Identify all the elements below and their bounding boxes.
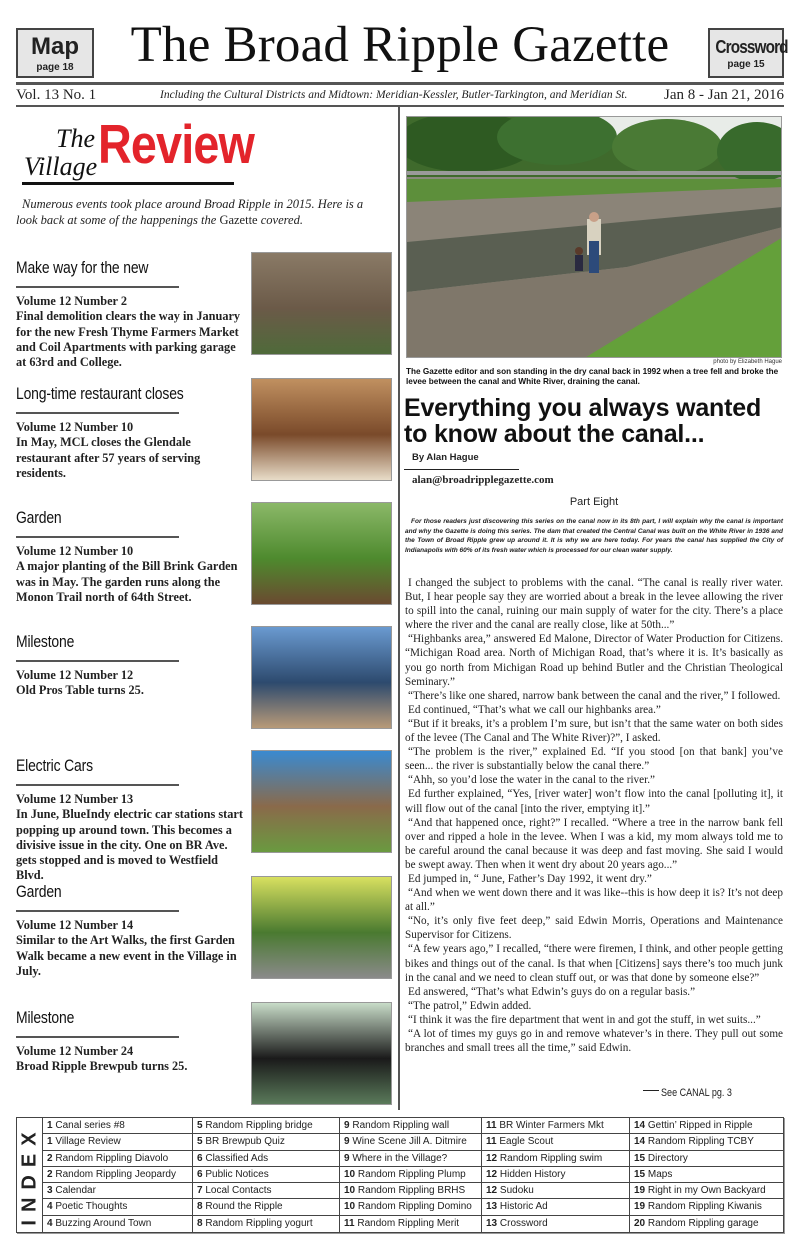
index-page-number: 2 xyxy=(47,1152,53,1164)
index-entry-title: Wine Scene Jill A. Ditmire xyxy=(352,1136,467,1148)
article-paragraph: Ed jumped in, “ June, Father’s Day 1992, it went dry.” xyxy=(408,872,652,885)
index-page-number: 11 xyxy=(486,1136,497,1148)
index-entry[interactable] xyxy=(630,1199,783,1215)
review-item-heading: Garden xyxy=(16,508,62,527)
index-label-text: INDEX xyxy=(18,1124,40,1226)
dry-canal-photo[interactable] xyxy=(406,116,782,358)
index-entry[interactable] xyxy=(193,1216,340,1232)
index-entry-title: Where in the Village? xyxy=(352,1152,448,1164)
review-item-text: Broad Ripple Brewpub turns 25. xyxy=(16,1059,188,1074)
series-part: Part Eight xyxy=(569,496,619,508)
index-page-number: 19 xyxy=(634,1201,646,1213)
index-entry[interactable] xyxy=(482,1134,630,1150)
index-label xyxy=(17,1118,43,1232)
index-entry[interactable] xyxy=(482,1183,630,1199)
index-entry-title: Buzzing Around Town xyxy=(55,1217,152,1229)
index-entry-title: Random Rippling Diavolo xyxy=(55,1152,169,1164)
index-entry[interactable] xyxy=(482,1118,630,1134)
old-pros-storefront-photo[interactable] xyxy=(251,626,392,729)
review-item xyxy=(16,1008,392,1118)
index-page-number: 13 xyxy=(486,1201,498,1213)
index-page-number: 14 xyxy=(634,1136,646,1148)
index-entry[interactable] xyxy=(193,1151,340,1167)
index-entry[interactable] xyxy=(340,1134,482,1150)
continuation-link[interactable] xyxy=(643,1087,732,1099)
review-item-issue: Volume 12 Number 24 xyxy=(16,1044,134,1058)
article-paragraph: I changed the subject to problems with the canal. “The canal is really river water. But, I hear people say they are worried about a break in the levee allowing the river to spill into the canal, ruining our main supply of water for the city. There’s a place where the river and the canal are really close, like at 50th...” xyxy=(405,577,783,632)
review-item-body xyxy=(16,294,244,370)
review-item-text: Similar to the Art Walks, the first Garden Walk became a new event in the Village in July. xyxy=(16,933,237,978)
index-entry[interactable] xyxy=(43,1183,193,1199)
index-page-number: 12 xyxy=(486,1168,498,1180)
review-item-issue: Volume 12 Number 10 xyxy=(16,420,134,434)
review-item-text: In May, MCL closes the Glendale restaurant after 57 years of serving residents. xyxy=(16,435,201,480)
index-page-number: 15 xyxy=(634,1168,646,1180)
review-item-rule xyxy=(16,660,179,662)
page-index xyxy=(16,1117,784,1233)
index-page-number: 1 xyxy=(47,1120,53,1131)
review-item-issue: Volume 12 Number 13 xyxy=(16,792,134,806)
review-item-body xyxy=(16,420,244,481)
index-page-number: 11 xyxy=(486,1120,497,1131)
index-entry[interactable] xyxy=(340,1167,482,1183)
index-page-number: 6 xyxy=(197,1168,203,1180)
village-review-intro xyxy=(16,196,386,228)
index-page-number: 10 xyxy=(344,1201,356,1213)
tagline: Including the Cultural Districts and Midtown: Meridian-Kessler, Butler-Tarkington, and Meridian St. xyxy=(160,89,628,101)
index-page-number: 1 xyxy=(47,1136,53,1148)
article-paragraph: “The problem is the river,” explained Ed. “If you stood [on that bank] you’ve seen... the river is substantially below the canal there.” xyxy=(405,746,783,773)
review-item-body xyxy=(16,792,244,884)
index-page-number: 8 xyxy=(197,1201,203,1213)
index-page-number: 15 xyxy=(634,1152,646,1164)
index-entry[interactable] xyxy=(340,1183,482,1199)
index-entry[interactable] xyxy=(630,1151,783,1167)
index-entry[interactable] xyxy=(630,1167,783,1183)
review-item-heading: Milestone xyxy=(16,1008,75,1027)
review-item-rule xyxy=(16,412,179,414)
masthead-rule-bottom xyxy=(16,105,784,107)
index-entry-title: Random Rippling swim xyxy=(499,1152,603,1164)
index-entry[interactable] xyxy=(43,1118,193,1134)
index-page-number: 10 xyxy=(344,1168,356,1180)
review-item-body xyxy=(16,918,244,979)
index-entry[interactable] xyxy=(630,1216,783,1232)
index-entry-title: Random Rippling Kiwanis xyxy=(647,1201,762,1213)
index-entry-title: BR Winter Farmers Mkt xyxy=(499,1120,604,1131)
index-page-number: 5 xyxy=(197,1136,203,1148)
index-entry-title: Random Rippling yogurt xyxy=(205,1217,313,1229)
review-item-text: Old Pros Table turns 25. xyxy=(16,683,144,698)
index-page-number: 4 xyxy=(47,1201,53,1213)
article-paragraph: “No, it’s only five feet deep,” said Edwin Morris, Operations and Maintenance Supervisor for Citizens. xyxy=(405,915,783,942)
index-entry[interactable] xyxy=(630,1134,783,1150)
index-page-number: 6 xyxy=(197,1152,203,1164)
crossword-label: Crossword xyxy=(715,37,788,57)
index-entry[interactable] xyxy=(193,1183,340,1199)
garden-planting-photo[interactable] xyxy=(251,502,392,605)
review-item-rule xyxy=(16,286,179,288)
index-entry[interactable] xyxy=(43,1151,193,1167)
index-entry-title: Random Rippling bridge xyxy=(205,1120,313,1131)
index-entry[interactable] xyxy=(193,1167,340,1183)
photo-caption: The Gazette editor and son standing in the dry canal back in 1992 when a tree fell and broke the levee between the canal and White River, draining the canal. xyxy=(406,367,779,386)
review-item-heading: Long-time restaurant closes xyxy=(16,384,184,403)
index-entry-title: Eagle Scout xyxy=(499,1136,554,1148)
index-page-number: 12 xyxy=(486,1185,498,1197)
article-body xyxy=(405,576,783,1055)
index-entry-title: Directory xyxy=(647,1152,688,1164)
index-entry-title: Public Notices xyxy=(205,1168,269,1180)
index-page-number: 8 xyxy=(197,1217,203,1229)
index-entry[interactable] xyxy=(340,1151,482,1167)
review-item-body xyxy=(16,668,244,699)
column-divider xyxy=(398,106,400,1110)
index-entry-title: Random Rippling wall xyxy=(352,1120,450,1131)
issue-info-bar xyxy=(16,85,784,105)
article-paragraph: Ed continued, “That’s what we call our highbanks area.” xyxy=(408,703,661,716)
index-entry[interactable] xyxy=(482,1199,630,1215)
review-item xyxy=(16,882,392,992)
index-entry-title: Random Rippling Domino xyxy=(357,1201,472,1213)
article-headline: Everything you always wanted to know about the canal... xyxy=(404,394,762,448)
index-entry[interactable] xyxy=(630,1183,783,1199)
demolition-rubble-photo[interactable] xyxy=(251,252,392,355)
index-entry-title: Sudoku xyxy=(499,1185,534,1197)
article-paragraph: “Highbanks area,” answered Ed Malone, Director of Water Production for Citizens. “Michigan Road area. North of Michigan Road, that’s where it is. It’s basically as you go north from Michigan Road up behind Butler and the Christian Theological Seminary.” xyxy=(405,633,783,688)
index-entry-title: Local Contacts xyxy=(205,1185,272,1197)
index-entry-title: BR Brewpub Quiz xyxy=(205,1136,285,1148)
index-page-number: 9 xyxy=(344,1136,350,1148)
review-item xyxy=(16,756,392,883)
index-entry-title: Round the Ripple xyxy=(205,1201,283,1213)
article-lede: For those readers just discovering this series on the canal now in its 8th part, I will explain why the canal is important and why the Gazette is doing this series. The dam that created the Central Canal was built on the White River in 1936 and the Town of Broad Ripple grew up around it. It is why we are here today. For years the canal has supplied the City of Indianapolis with 60% of its fresh water which is processed for our clean water supply. xyxy=(405,518,783,554)
index-entry-title: Maps xyxy=(647,1168,673,1180)
index-entry[interactable] xyxy=(482,1167,630,1183)
index-page-number: 2 xyxy=(47,1168,53,1180)
index-entry[interactable] xyxy=(43,1167,193,1183)
article-paragraph: “There’s like one shared, narrow bank between the canal and the river,” I followed. xyxy=(408,689,781,702)
article-paragraph: “I think it was the fire department that went in and got the stuff, in wet suits...” xyxy=(408,1013,761,1026)
index-page-number: 3 xyxy=(47,1185,53,1197)
index-page-number: 9 xyxy=(344,1120,350,1131)
index-entry-title: Random Rippling Merit xyxy=(357,1217,460,1229)
index-entry-title: Canal series #8 xyxy=(55,1120,125,1131)
review-item-heading: Milestone xyxy=(16,632,75,651)
review-item-rule xyxy=(16,536,179,538)
intro-publication-name: Gazette xyxy=(219,213,258,227)
index-entry-title: Random Rippling Plump xyxy=(357,1168,466,1180)
index-page-number: 10 xyxy=(344,1185,356,1197)
review-item-text: In June, BlueIndy electric car stations start popping up around town. This becomes a divisive issue in the city. One on BR Ave. gets stopped and is moved to Westfield Blvd. xyxy=(16,807,243,883)
index-entry[interactable] xyxy=(43,1199,193,1215)
review-item-heading: Make way for the new xyxy=(16,258,149,277)
index-page-number: 14 xyxy=(634,1120,646,1131)
logo-review: Review xyxy=(98,113,255,175)
review-item-text: A major planting of the Bill Brink Garden was in May. The garden runs along the Monon Trail north of 64th Street. xyxy=(16,559,238,604)
index-entry-title: Random Rippling TCBY xyxy=(647,1136,754,1148)
review-item-heading: Electric Cars xyxy=(16,756,93,775)
index-entry-title: Historic Ad xyxy=(499,1201,548,1213)
review-item-body xyxy=(16,544,244,605)
cafeteria-line-photo[interactable] xyxy=(251,378,392,481)
index-entry-title: Calendar xyxy=(55,1185,96,1197)
index-page-number: 20 xyxy=(634,1217,646,1229)
index-entry[interactable] xyxy=(193,1118,340,1134)
intro-text: Numerous events took place around Broad Ripple in 2015. Here is a look back at some of the happenings the xyxy=(16,197,364,227)
intro-text-end: covered. xyxy=(257,213,303,227)
author-email-link[interactable]: alan@broadripplegazette.com xyxy=(412,474,554,486)
review-item-issue: Volume 12 Number 12 xyxy=(16,668,134,682)
village-review-logo xyxy=(22,113,255,185)
index-entry-title: Classified Ads xyxy=(205,1152,269,1164)
index-entry-title: Random Rippling BRHS xyxy=(357,1185,466,1197)
logo-the: The xyxy=(56,124,95,153)
issue-date-range: Jan 8 - Jan 21, 2016 xyxy=(664,87,784,103)
logo-underline xyxy=(22,182,234,185)
volume-number: Vol. 13 No. 1 xyxy=(16,87,97,103)
index-entry-title: Crossword xyxy=(499,1217,548,1229)
article-paragraph: “A lot of times my guys go in and remove whatever’s in there. They pull out some branches and small trees all the time,” said Edwin. xyxy=(405,1028,783,1055)
index-page-number: 9 xyxy=(344,1152,350,1164)
index-entry[interactable] xyxy=(43,1134,193,1150)
index-entry[interactable] xyxy=(630,1118,783,1134)
index-entry-title: Gettin’ Ripped in Ripple xyxy=(647,1120,753,1131)
article-paragraph: “The patrol,” Edwin added. xyxy=(408,999,532,1012)
brewpub-sign-photo[interactable] xyxy=(251,1002,392,1105)
index-page-number: 11 xyxy=(344,1217,355,1229)
review-item xyxy=(16,632,392,742)
index-entry-title: Random Rippling garage xyxy=(647,1217,759,1229)
review-item-body xyxy=(16,1044,244,1075)
index-entry-title: Village Review xyxy=(55,1136,121,1148)
index-entry[interactable] xyxy=(482,1216,630,1232)
review-item xyxy=(16,508,392,618)
index-entry[interactable] xyxy=(43,1216,193,1232)
article-paragraph: “Ahh, so you’d lose the water in the canal to the river.” xyxy=(408,774,655,787)
index-grid xyxy=(43,1118,783,1232)
blueindy-banner-photo[interactable] xyxy=(251,750,392,853)
review-item-issue: Volume 12 Number 10 xyxy=(16,544,134,558)
index-entry[interactable] xyxy=(340,1199,482,1215)
index-entry-title: Random Rippling Jeopardy xyxy=(55,1168,176,1180)
review-item-issue: Volume 12 Number 14 xyxy=(16,918,134,932)
index-entry-title: Poetic Thoughts xyxy=(55,1201,128,1213)
crossword-page-ref: page 15 xyxy=(727,59,765,70)
index-entry[interactable] xyxy=(193,1199,340,1215)
map-page-ref: page 18 xyxy=(36,62,74,73)
index-entry[interactable] xyxy=(340,1118,482,1134)
article-paragraph: “And when we went down there and it was like--this is how deep it is? It’s not deep at all.” xyxy=(405,887,783,914)
byline-rule xyxy=(404,469,519,470)
review-item xyxy=(16,384,392,494)
index-page-number: 12 xyxy=(486,1152,498,1164)
index-entry-title: Right in my Own Backyard xyxy=(647,1185,766,1197)
newspaper-title: The Broad Ripple Gazette xyxy=(130,17,670,73)
crossword-page-box[interactable] xyxy=(708,28,788,78)
continuation-text: See CANAL pg. 3 xyxy=(661,1087,732,1099)
index-page-number: 5 xyxy=(197,1120,203,1131)
article-paragraph: “But if it breaks, it’s a problem I’m sure, but isn’t that the same water on both sides of the levee (The Canal and The White River)?”, I asked. xyxy=(405,717,783,745)
index-page-number: 7 xyxy=(197,1185,203,1197)
article-paragraph: “And that happened once, right?” I recalled. “Where a tree in the narrow bank fell over and ripped a hole in the levee. When I was a kid, my mom always told me to be careful around the canal because it was deep and fast moving. She said I would be swept away. Then when it went dry about 20 years ago...” xyxy=(405,816,783,871)
review-item-rule xyxy=(16,1036,179,1038)
garden-walk-photo[interactable] xyxy=(251,876,392,979)
review-item xyxy=(16,258,392,368)
index-page-number: 19 xyxy=(634,1185,646,1197)
article-paragraph: Ed further explained, “Yes, [river water] won’t flow into the canal [polluting it], it will flow out of the canal [into the river, emptying it].” xyxy=(405,788,783,815)
review-item-rule xyxy=(16,910,179,912)
index-entry[interactable] xyxy=(482,1151,630,1167)
review-item-issue: Volume 12 Number 2 xyxy=(16,294,128,308)
index-page-number: 4 xyxy=(47,1217,53,1229)
article-byline: By Alan Hague xyxy=(412,452,479,463)
dry-canal-photo-art xyxy=(407,117,782,358)
logo-village: Village xyxy=(24,152,98,181)
map-label: Map xyxy=(31,33,79,60)
index-page-number: 13 xyxy=(486,1217,498,1229)
review-item-rule xyxy=(16,784,179,786)
review-item-text: Final demolition clears the way in January for the new Fresh Thyme Farmers Market and Coil Apartments with parking garage at 63rd and College. xyxy=(16,309,241,370)
map-page-box[interactable] xyxy=(16,28,94,78)
review-item-heading: Garden xyxy=(16,882,62,901)
index-entry[interactable] xyxy=(340,1216,482,1232)
article-paragraph: Ed answered, “That’s what Edwin’s guys do on a regular basis.” xyxy=(408,985,696,998)
index-entry-title: Hidden History xyxy=(499,1168,566,1180)
photo-credit: photo by Elizabeth Hague xyxy=(713,359,782,365)
index-entry[interactable] xyxy=(193,1134,340,1150)
article-paragraph: “A few years ago,” I recalled, “there were firemen, I think, and other people getting bikes and things out of the canal. Is that when [Citizens] says there’s too much junk in the canal and we need to clean stuff out, or was that done by someone else?” xyxy=(405,943,783,984)
